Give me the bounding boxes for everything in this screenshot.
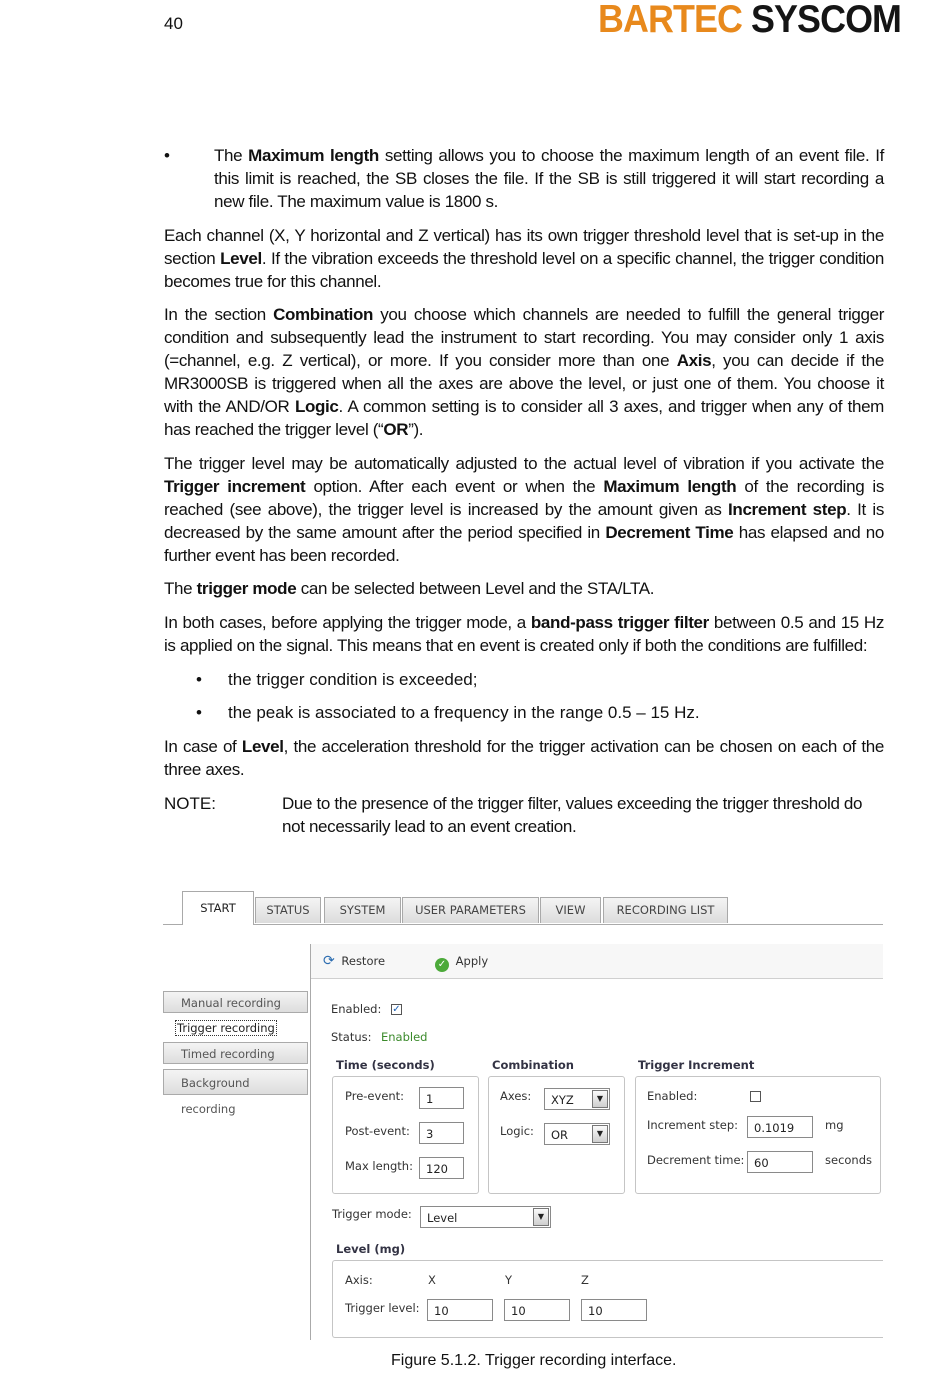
trigger-increment-title: Trigger Increment xyxy=(638,1058,755,1072)
pre-event-label: Pre-event: xyxy=(345,1089,405,1103)
status-label: Status: xyxy=(331,1030,372,1044)
paragraph-trigger-increment: The trigger level may be automatically adjusted to the actual level of vibration if you activate the Trigger increment option. After each event or when the Maximum length of the recording is reached (see above), the trigger level is increased by the amount given as Increment step. It is decreased by the same amount after the period specified in Decrement Time has elapsed and no further event has been recorded. xyxy=(164,454,884,565)
decrement-time-unit: seconds xyxy=(825,1153,873,1167)
trigger-level-x-input[interactable]: 10 xyxy=(427,1299,493,1321)
time-section xyxy=(332,1076,479,1194)
dropdown-arrow-icon[interactable]: ▼ xyxy=(533,1208,549,1226)
sidebar-item-background-recording[interactable]: Background recording xyxy=(163,1069,308,1095)
paragraph-level: In case of Level, the acceleration threshold for the trigger activation can be chosen on each of the three axes. xyxy=(164,737,884,779)
axes-label: Axes: xyxy=(500,1089,532,1103)
increment-step-input[interactable]: 0.1019 xyxy=(747,1116,813,1138)
company-logo xyxy=(598,0,901,42)
trigger-mode-value: Level xyxy=(427,1211,458,1225)
bullet-frequency-range: the peak is associated to a frequency in the range 0.5 – 15 Hz. xyxy=(228,703,700,722)
axis-z-header: Z xyxy=(581,1273,589,1287)
axis-label: Axis: xyxy=(345,1273,373,1287)
tab-status[interactable]: STATUS xyxy=(255,897,321,923)
paragraph-band-pass: In both cases, before applying the trigger mode, a band-pass trigger filter between 0.5 and 15 Hz is applied on the signal. This means that en event is created only if both the conditions are fulfilled: xyxy=(164,613,885,655)
refresh-icon: ⟳ xyxy=(323,953,335,969)
time-section-title: Time (seconds) xyxy=(336,1058,435,1072)
logic-value: OR xyxy=(551,1128,569,1142)
trigger-level-y-input[interactable]: 10 xyxy=(504,1299,570,1321)
restore-button[interactable] xyxy=(323,952,385,970)
bullet-dot: • xyxy=(196,703,202,722)
trigger-recording-interface xyxy=(163,890,883,1340)
note-text: Due to the presence of the trigger filter, values exceeding the trigger threshold do not necessarily lead to an event creation. xyxy=(282,794,863,836)
axes-value: XYZ xyxy=(551,1093,574,1107)
trigger-increment-section xyxy=(635,1076,881,1194)
post-event-input[interactable]: 3 xyxy=(419,1122,464,1144)
logic-select[interactable] xyxy=(544,1123,610,1145)
apply-label: Apply xyxy=(455,954,489,968)
tab-bar xyxy=(163,890,883,925)
tab-start[interactable]: START xyxy=(182,891,254,925)
trigger-level-z-input[interactable]: 10 xyxy=(581,1299,647,1321)
restore-label: Restore xyxy=(341,954,386,968)
bullet-max-length: The Maximum length setting allows you to choose the maximum length of an event file. If this limit is reached, the SB closes the file. If the SB is still triggered it will start recording a new file. The maximum value is 1800 s. xyxy=(214,146,884,211)
level-section-title: Level (mg) xyxy=(336,1242,406,1256)
sidebar-item-manual-recording[interactable]: Manual recording xyxy=(163,991,308,1013)
paragraph-channel-level: Each channel (X, Y horizontal and Z vertical) has its own trigger threshold level that is set-up in the section Level. If the vibration exceeds the threshold level on a specific channel, the trigger condition becomes true for this channel. xyxy=(164,226,885,291)
level-section xyxy=(332,1260,883,1338)
decrement-time-input[interactable]: 60 xyxy=(747,1151,813,1173)
increment-enabled-label: Enabled: xyxy=(647,1089,698,1103)
axis-x-header: X xyxy=(428,1273,436,1287)
trigger-mode-label: Trigger mode: xyxy=(332,1207,412,1221)
increment-step-unit: mg xyxy=(825,1118,844,1132)
logic-label: Logic: xyxy=(500,1124,534,1138)
max-length-label: Max length: xyxy=(345,1159,413,1173)
bullet-dot: • xyxy=(164,146,170,165)
toolbar xyxy=(311,944,883,979)
post-event-label: Post-event: xyxy=(345,1124,410,1138)
note-label: NOTE: xyxy=(164,794,216,813)
bullet-condition-exceeded: the trigger condition is exceeded; xyxy=(228,670,478,689)
logo-syscom: SYSCOM xyxy=(751,0,902,41)
tab-view[interactable]: VIEW xyxy=(540,897,601,923)
axes-select[interactable] xyxy=(544,1088,610,1110)
panel-divider xyxy=(310,944,311,1340)
max-length-input[interactable]: 120 xyxy=(419,1157,464,1179)
sidebar-item-trigger-recording[interactable]: Trigger recording xyxy=(163,1017,308,1039)
dropdown-arrow-icon[interactable]: ▼ xyxy=(592,1090,608,1108)
increment-enabled-checkbox[interactable] xyxy=(750,1091,761,1102)
check-circle-icon: ✓ xyxy=(435,958,449,972)
sidebar-item-timed-recording[interactable]: Timed recording xyxy=(163,1042,308,1064)
status-value: Enabled xyxy=(381,1030,428,1044)
figure-caption: Figure 5.1.2. Trigger recording interface. xyxy=(391,1352,677,1369)
decrement-time-label: Decrement time: xyxy=(647,1153,745,1167)
tab-user-parameters[interactable]: USER PARAMETERS xyxy=(402,897,539,923)
dropdown-arrow-icon[interactable]: ▼ xyxy=(592,1125,608,1143)
combination-section xyxy=(488,1076,625,1194)
paragraph-trigger-mode: The trigger mode can be selected between Level and the STA/LTA. xyxy=(164,579,655,598)
pre-event-input[interactable]: 1 xyxy=(419,1087,464,1109)
logo-bartec: BARTEC xyxy=(598,0,742,41)
axis-y-header: Y xyxy=(505,1273,513,1287)
increment-step-label: Increment step: xyxy=(647,1118,739,1132)
enabled-checkbox[interactable]: ✓ xyxy=(392,1004,401,1015)
apply-button[interactable] xyxy=(435,952,488,970)
enabled-label: Enabled: xyxy=(331,1002,382,1016)
trigger-mode-select[interactable] xyxy=(420,1206,551,1228)
page-number: 40 xyxy=(164,14,183,33)
tab-system[interactable]: SYSTEM xyxy=(324,897,401,923)
combination-section-title: Combination xyxy=(492,1058,574,1072)
paragraph-combination: In the section Combination you choose which channels are needed to fulfill the general trigger condition and subsequently lead the instrument to start recording. You may consider only 1 axis (=channel, e.g. Z vertical), or more. If you consider more than one Axis, you can decide if the MR3000SB is triggered when all the axes are above the level, or just one of them. You choose it with the AND/OR Logic. A common setting is to consider all 3 axes, and trigger when any of them has reached the trigger level (“OR”). xyxy=(164,305,885,439)
bullet-dot: • xyxy=(196,670,202,689)
tab-recording-list[interactable]: RECORDING LIST xyxy=(603,897,728,923)
trigger-level-label: Trigger level: xyxy=(345,1301,420,1315)
